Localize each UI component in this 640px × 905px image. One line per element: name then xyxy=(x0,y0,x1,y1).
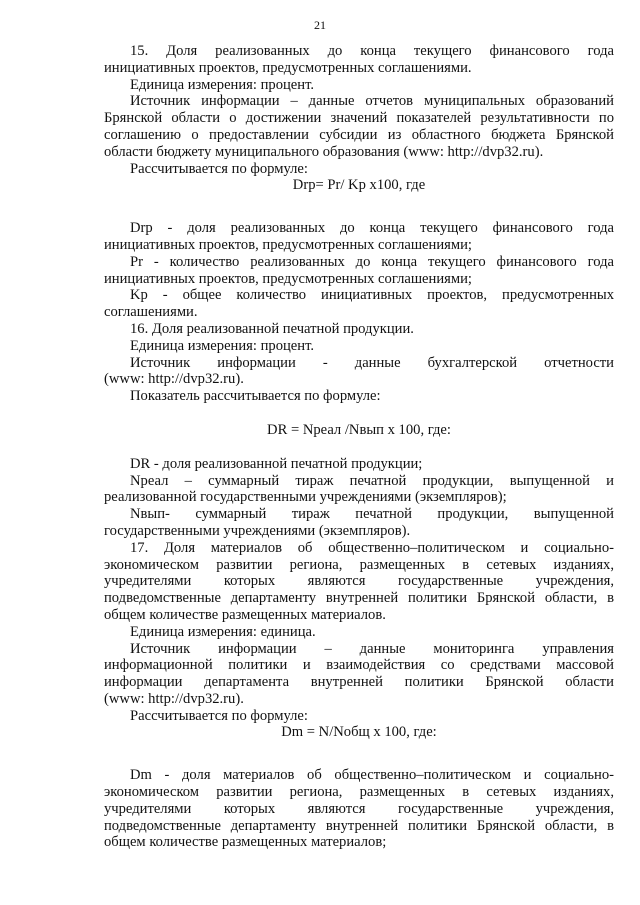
text-line: Единица измерения: единица. xyxy=(130,623,316,640)
text-line: подведомственные департаменту внутренней политики Брянской области, в xyxy=(104,590,614,607)
text-line: соглашению о предоставлении субсидии из областного бюджета Брянской xyxy=(104,126,614,143)
text-line: Источник информации – данные отчетов муниципальных образований xyxy=(130,93,614,110)
text-line: Рассчитывается по формуле: xyxy=(130,160,308,177)
text-line: Nреал – суммарный тираж печатной продукции, выпущенной и xyxy=(130,472,614,489)
text-line: реализованной государственными учреждениями (экземпляров); xyxy=(104,489,507,506)
text-line: учредителями которых являются государственные учреждения, xyxy=(104,800,614,817)
formula-line: Dm = N/Nобщ x 100, где: xyxy=(281,724,437,741)
text-line: 15. Доля реализованных до конца текущего финансового года xyxy=(130,43,614,59)
text-line: Единица измерения: процент. xyxy=(130,76,315,93)
text-line: экономическом развитии региона, размещенных в сетевых изданиях, xyxy=(104,784,614,801)
spacer xyxy=(104,741,614,767)
text-line: Kp - общее количество инициативных проектов, предусмотренных xyxy=(130,287,614,304)
spacer xyxy=(104,405,614,422)
formula-line: DR = Nреал /Nвып x 100, где: xyxy=(267,421,451,438)
text-line: инициативных проектов, предусмотренных соглашениями; xyxy=(104,236,472,253)
formula-line: Drp= Pr/ Kp x100, где xyxy=(292,177,426,194)
text-line: DR - доля реализованной печатной продукции; xyxy=(130,455,423,472)
text-line: Показатель рассчитывается по формуле: xyxy=(130,388,381,405)
text-line: Источник информации - данные бухгалтерской отчетности xyxy=(130,354,614,371)
text-line: информации департамента внутренней политики Брянской области xyxy=(104,674,614,691)
text-line: информационной политики и взаимодействия со средствами массовой xyxy=(104,657,614,674)
text-line: общем количестве размещенных материалов; xyxy=(104,834,387,851)
text-line: учредителями которых являются государственные учреждения, xyxy=(104,573,614,590)
text-line: Брянской области о достижении значений показателей результативности по xyxy=(104,110,614,127)
text-line: (www: http://dvp32.ru). xyxy=(104,690,244,707)
text-line: 16. Доля реализованной печатной продукции. xyxy=(130,320,414,337)
text-line: государственными учреждениями (экземпляров). xyxy=(104,522,411,539)
text-line: общем количестве размещенных материалов. xyxy=(104,606,386,623)
text-line: подведомственные департаменту внутренней политики Брянской области, в xyxy=(104,817,614,834)
text-line: Рассчитывается по формуле: xyxy=(130,707,308,724)
text-line: Dm - доля материалов об общественно–политическом и социально- xyxy=(130,767,614,784)
page-number: 21 xyxy=(314,18,326,32)
text-line: экономическом развитии региона, размещенных в сетевых изданиях, xyxy=(104,556,614,573)
text-line: инициативных проектов, предусмотренных соглашениями; xyxy=(104,270,472,287)
text-line: соглашениями. xyxy=(104,304,198,321)
text-line: (www: http://dvp32.ru). xyxy=(104,371,244,388)
text-line: области бюджету муниципального образования (www: http://dvp32.ru). xyxy=(104,143,544,160)
text-line: Источник информации – данные мониторинга управления xyxy=(130,640,614,657)
text-line: Единица измерения: процент. xyxy=(130,337,315,354)
text-line: Pr - количество реализованных до конца текущего финансового года xyxy=(130,253,614,270)
text-line: 17. Доля материалов об общественно–политическом и социально- xyxy=(130,539,614,556)
document-body xyxy=(104,43,614,851)
text-line: Nвып- суммарный тираж печатной продукции, выпущенной xyxy=(130,506,614,523)
spacer xyxy=(104,194,614,220)
spacer xyxy=(104,439,614,456)
text-line: инициативных проектов, предусмотренных соглашениями. xyxy=(104,59,472,76)
text-line: Drp - доля реализованных до конца текущего финансового года xyxy=(130,220,614,237)
